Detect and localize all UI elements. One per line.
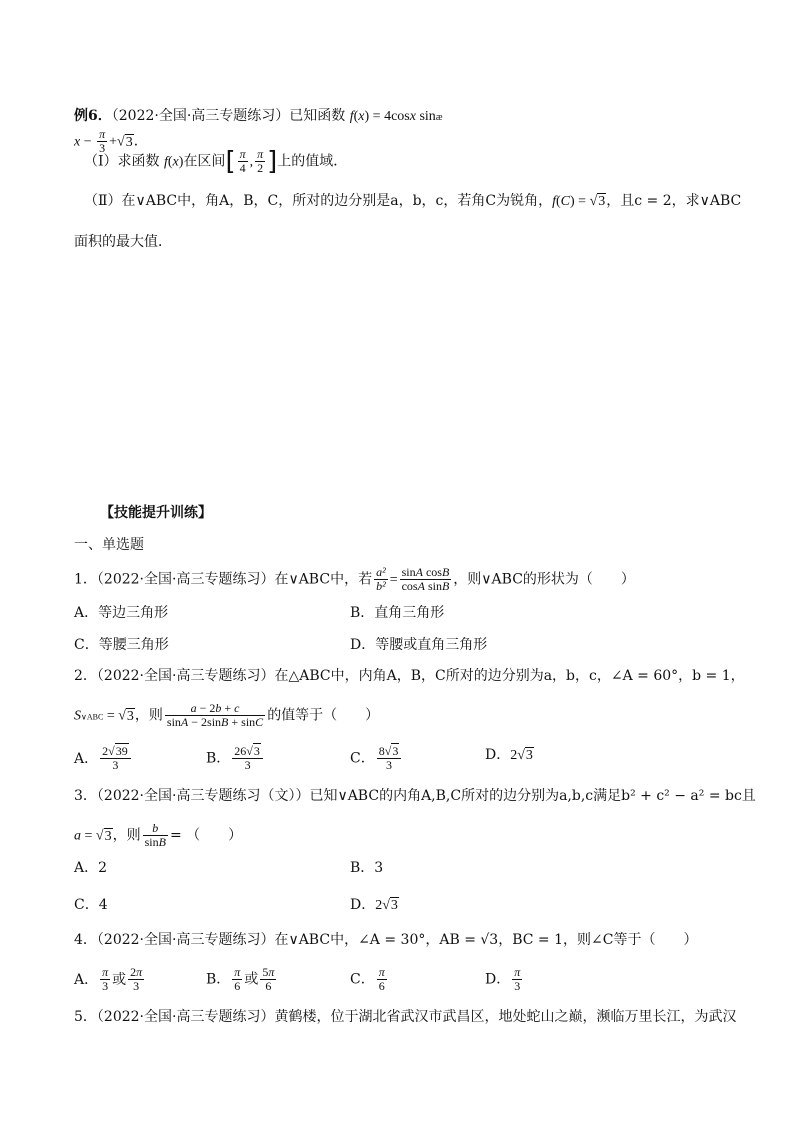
example-text: 已知函数 — [289, 108, 346, 124]
interval-left: $\frac{\pi}{4}$ — [239, 147, 246, 175]
q2-option-c[interactable]: C． $\frac{8√3}{3}$ — [350, 745, 403, 772]
q2-option-b[interactable]: B． $\frac{26√3}{3}$ — [206, 745, 265, 772]
q3-options-row1 — [74, 858, 384, 878]
question-4: 4．（2022·全国·高三专题练习）在∨ABC中，∠A = 30°，AB = √3，BC = 1，则∠C等于（ ） — [74, 932, 698, 948]
example6-part1: （Ⅰ）求函数 f(x)在区间[ $\frac{\pi}{4}$ , $\frac{\pi}{2}$ ]上的值域． — [84, 146, 348, 177]
q2-option-d[interactable]: D．2√3 — [485, 747, 533, 763]
q3-option-c[interactable]: C．4 — [74, 897, 108, 913]
question-3-cont: a = √3，则 $\frac{b}{\sin B}$ = （ ） — [74, 821, 243, 849]
question-2: 2．（2022·全国·高三专题练习）在△ABC中，内角A，B，C所对的边分别为a，b，c，∠A = 60°，b = 1， — [74, 668, 745, 684]
question-1: 1．（2022·全国·高三专题练习）在∨ABC中，若 $\frac{\text{a²}}{\text{b²}}$ = $\frac{\text{sinA cosB}}{\text{cosA sinB}}$ ，则∨ABC的形状为（ ） — [74, 565, 635, 593]
function-formula: f — [349, 109, 354, 124]
example6-part2-cont: 面积的最大值． — [74, 234, 172, 250]
q1-option-d[interactable]: D．等腰或直角三角形 — [350, 637, 488, 653]
q3-options-row2 — [74, 895, 398, 915]
section-subheading: 一、单选题 — [74, 537, 144, 553]
section-heading: 【技能提升训练】 — [100, 505, 212, 521]
q1-option-b[interactable]: B．直角三角形 — [350, 605, 445, 621]
example6-part2: （Ⅱ）在∨ABC中，角A，B，C，所对的边分别是a，b，c，若角C为锐角，f(C) = √3，且c = 2，求∨ABC — [84, 193, 742, 209]
question-3: 3．（2022·全国·高三专题练习（文））已知∨ABC的内角A,B,C所对的边分别为a,b,c满足b² + c² − a² = bc且 — [74, 788, 756, 804]
q4-options — [74, 965, 521, 993]
pi-over-3: $\frac{\pi}{3}$ — [99, 127, 106, 155]
q3-option-d[interactable]: D．2√3 — [350, 897, 398, 913]
q3-fraction: $\frac{b}{\sin B}$ — [144, 821, 166, 849]
q3-option-b[interactable]: B．3 — [350, 860, 384, 876]
q4-option-a[interactable]: A． $\frac{\pi}{3}$ 或 $\frac{2\pi}{3}$ — [74, 965, 143, 993]
q1-option-c[interactable]: C．等腰三角形 — [74, 637, 169, 653]
question-5: 5．（2022·全国·高三专题练习）黄鹤楼，位于湖北省武汉市武昌区，地处蛇山之巅，濒临万里长江，为武汉 — [74, 1009, 737, 1025]
q1-options-row2 — [74, 635, 488, 655]
example-label: 例6． — [74, 108, 112, 124]
q3-option-a[interactable]: A．2 — [74, 860, 108, 876]
q2-option-a[interactable]: A． $\frac{2√39}{3}$ — [74, 751, 133, 767]
example6-statement: 例6．（2022·全国·高三专题练习）已知函数 f(x) = 4cosx sinæ x − $\frac{\pi}{3}$ +√3． — [74, 108, 443, 155]
q1-options-row1 — [74, 603, 445, 623]
q1-option-a[interactable]: A．等边三角形 — [74, 605, 169, 621]
q4-option-c[interactable]: C． $\frac{\pi}{6}$ — [350, 965, 385, 993]
q2-options — [74, 744, 533, 772]
interval-right: $\frac{\pi}{2}$ — [257, 147, 264, 175]
q1-fraction-left: $\frac{\text{a²}}{\text{b²}}$ — [376, 565, 386, 593]
q1-fraction-right: $\frac{\text{sinA cosB}}{\text{cosA sinB}}$ — [401, 565, 450, 593]
q4-option-b[interactable]: B． $\frac{\pi}{6}$ 或 $\frac{5\pi}{6}$ — [206, 965, 275, 993]
question-2-cont: S∨ABC = √3，则 $\frac{a - 2b + c}{\sin A - 2\sin B + \sin C}$ 的值等于（ ） — [74, 701, 380, 729]
example-source: （2022·全国·高三专题练习） — [111, 108, 290, 124]
q4-option-d[interactable]: D． $\frac{\pi}{3}$ — [485, 965, 521, 993]
q2-fraction: $\frac{a - 2b + c}{\sin A - 2\sin B + \sin C}$ — [166, 701, 264, 729]
